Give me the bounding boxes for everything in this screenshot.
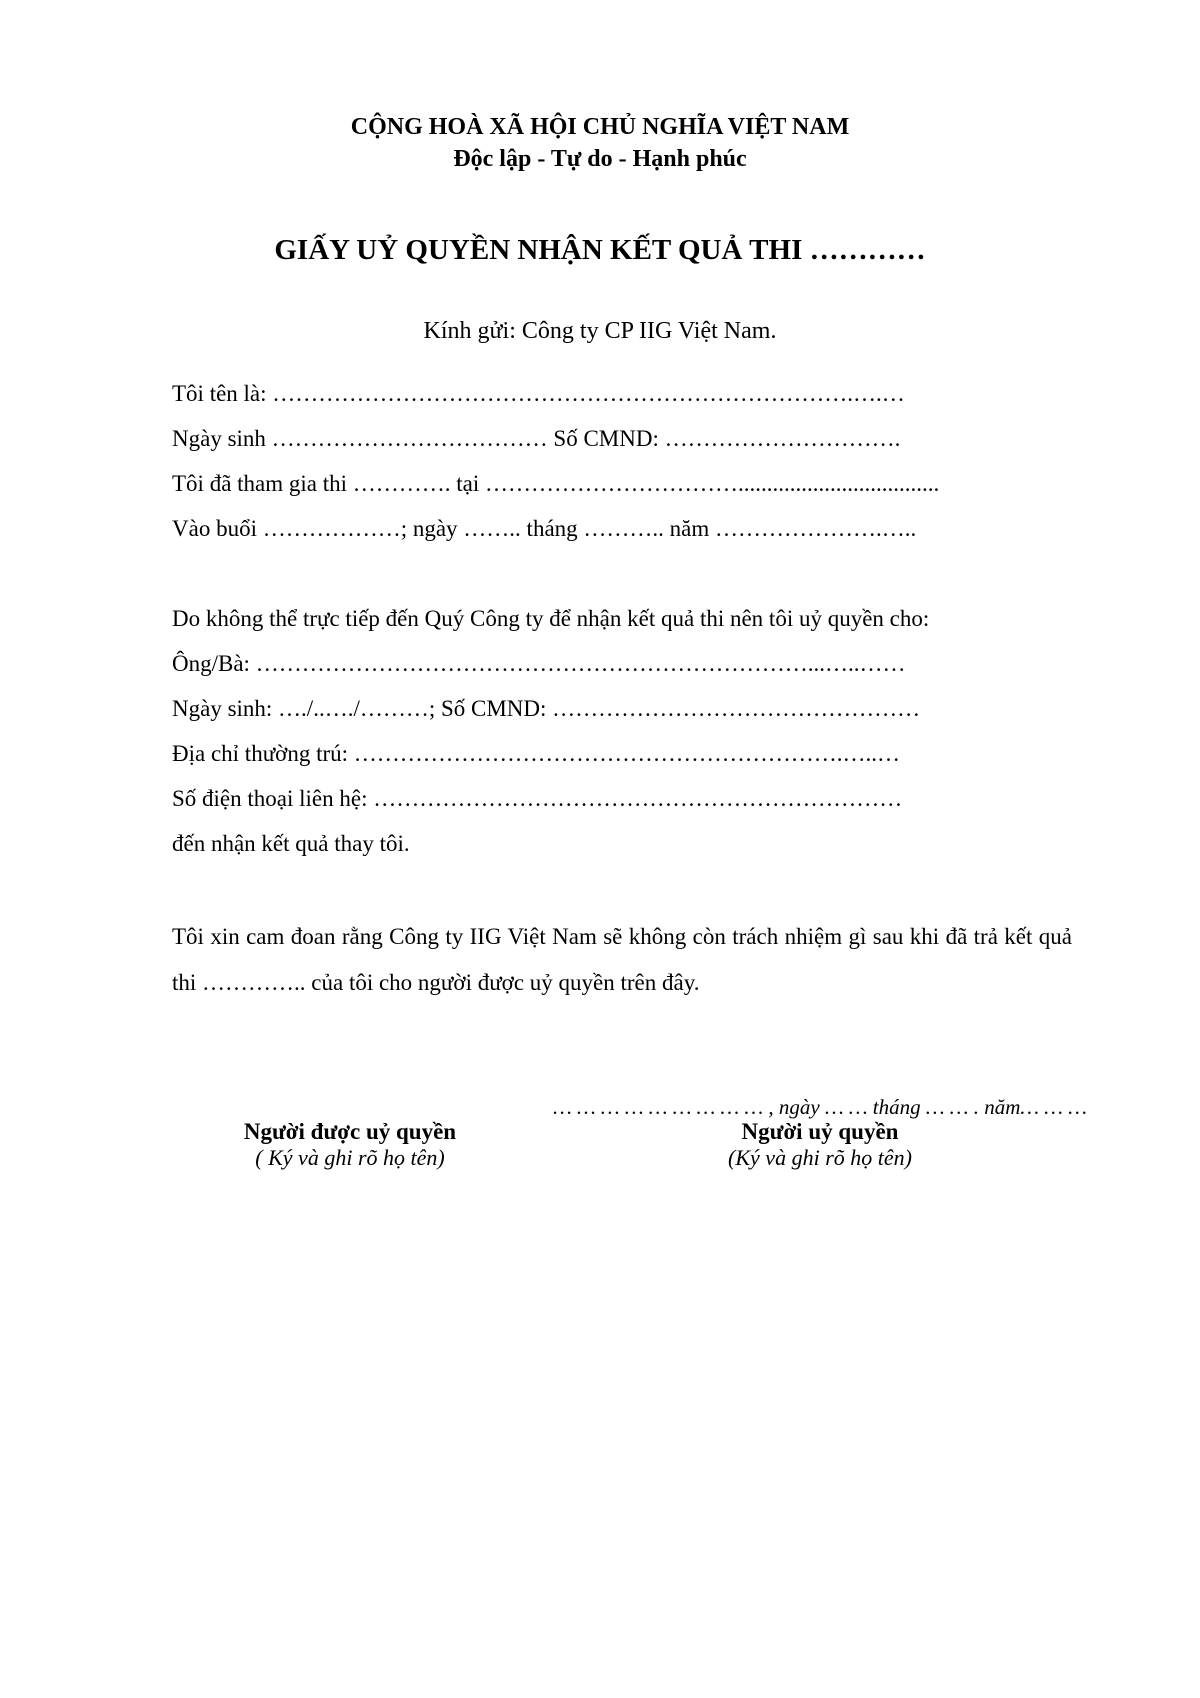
document-title: GIẤY UỶ QUYỀN NHẬN KẾT QUẢ THI ………… — [274, 234, 926, 266]
authorized-signature-note: ( Ký và ghi rõ họ tên) — [255, 1145, 445, 1170]
authorization-intro: Do không thể trực tiếp đến Quý Công ty để nhận kết quả thi nên tôi uỷ quyền cho: — [172, 606, 930, 631]
declaration-paragraph: Tôi xin cam đoan rằng Công ty IIG Việt Nam sẽ không còn trách nhiệm gì sau khi đã trả kết quả thi ………….. của tôi cho người được uỷ quyền trên đây. — [172, 924, 1072, 995]
authorization-closing-line: đến nhận kết quả thay tôi. — [172, 831, 410, 856]
recipient-line: Kính gửi: Công ty CP IIG Việt Nam. — [423, 318, 777, 344]
applicant-exam-line: Tôi đã tham gia thi …………. tại ……………………………................................... — [172, 471, 940, 496]
authorizer-signature-block — [650, 1119, 990, 1171]
authorized-phone-line: Số điện thoại liên hệ: …………………………………………………………… — [172, 786, 903, 811]
nation-heading: CỘNG HOÀ XÃ HỘI CHỦ NGHĨA VIỆT NAM — [350, 114, 850, 140]
authorizer-signature-note: (Ký và ghi rõ họ tên) — [728, 1145, 912, 1170]
authorizer-signature-title: Người uỷ quyền — [741, 1119, 899, 1144]
authorized-address-line: Địa chỉ thường trú: ……………………………………………………….…..… — [172, 741, 901, 766]
motto-heading: Độc lập - Tự do - Hạnh phúc — [453, 146, 747, 172]
applicant-dob-id-line: Ngày sinh ……………………………… Số CMND: …………………………. — [172, 426, 901, 451]
signature-date-line: … … … … … … … … … , ngày … … tháng … … . năm… … … — [553, 1095, 1087, 1119]
authorized-name-line: Ông/Bà: ………………………………………………………………...…..…… — [172, 651, 906, 676]
applicant-name-line: Tôi tên là: ………………………………………………………………….….… — [172, 381, 905, 406]
authorized-signature-title: Người được uỷ quyền — [243, 1119, 457, 1144]
applicant-session-line: Vào buổi ………………; ngày …….. tháng ……….. năm ………………….….. — [172, 516, 917, 541]
authorized-dob-id-line: Ngày sinh: …./..…./………; Số CMND: ………………………………………… — [172, 696, 921, 721]
authorized-signature-block — [180, 1119, 520, 1171]
